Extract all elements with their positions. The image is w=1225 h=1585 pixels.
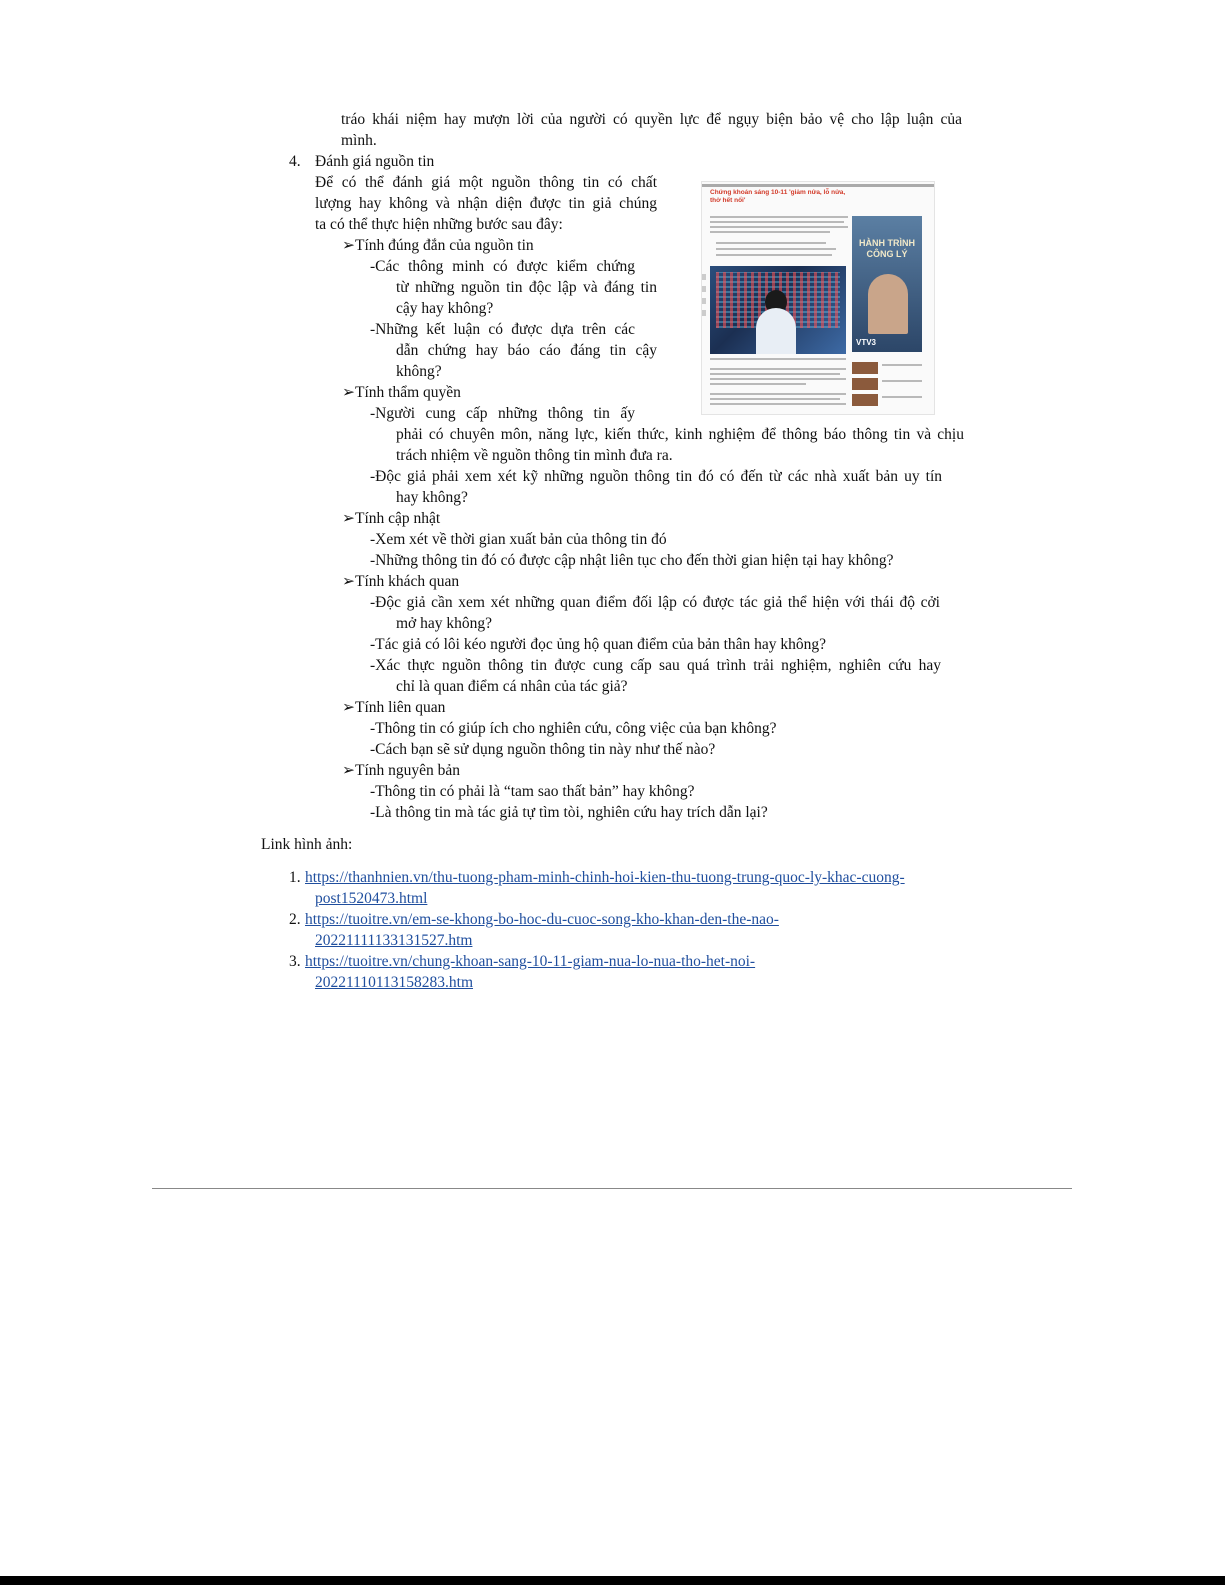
text-line	[882, 364, 922, 366]
text-line	[710, 383, 806, 385]
criterion-heading: ➢Tính khách quan	[342, 573, 460, 590]
link-url[interactable]: 20221110113158283.htm	[315, 974, 474, 991]
text-line	[710, 378, 846, 380]
text-line	[710, 368, 846, 370]
criterion-item: phải có chuyên môn, năng lực, kiến thức, kinh nghiệm để thông báo thông tin và chịu	[396, 426, 964, 443]
news-headline: Chứng khoán sáng 10-11 'giảm nửa, lỗ nửa, thở hết nổi'	[710, 189, 846, 204]
stock-board-photo	[710, 266, 846, 354]
criterion-item: -Độc giả cần xem xét những quan điểm đối lập có được tác giả thể hiện với thái độ cởi	[370, 594, 940, 611]
criterion-item: -Xem xét về thời gian xuất bản của thông tin đó	[370, 531, 667, 548]
criterion-item: cậy hay không?	[396, 300, 494, 317]
criterion-item: hay không?	[396, 489, 468, 506]
intro-line: mình.	[341, 132, 377, 149]
criterion-item: mở hay không?	[396, 615, 493, 632]
criterion-item: -Những thông tin đó có được cập nhật liên tục cho đến thời gian hiện tại hay không?	[370, 552, 894, 569]
text-line	[710, 373, 840, 375]
criterion-item: -Các thông minh có được kiểm chứng	[370, 258, 635, 275]
text-line	[710, 221, 844, 223]
related-thumb	[852, 362, 878, 374]
criterion-item: chỉ là quan điểm cá nhân của tác giả?	[396, 678, 628, 695]
text-line	[710, 398, 840, 400]
text-line	[710, 358, 846, 360]
text-line	[710, 216, 848, 218]
page-bottom-edge	[0, 1576, 1225, 1585]
links-heading: Link hình ảnh:	[261, 836, 353, 853]
criterion-item: trách nhiệm về nguồn thông tin mình đưa ra.	[396, 447, 673, 464]
criterion-item: -Độc giả phải xem xét kỹ những nguồn thông tin đó có đến từ các nhà xuất bản uy tín	[370, 468, 942, 485]
section-title: Đánh giá nguồn tin	[315, 153, 435, 170]
criterion-item: -Là thông tin mà tác giả tự tìm tòi, nghiên cứu hay trích dẫn lại?	[370, 804, 768, 821]
related-thumb	[852, 394, 878, 406]
criterion-item: -Tác giả có lôi kéo người đọc ủng hộ quan điểm của bản thân hay không?	[370, 636, 827, 653]
paragraph-line: Để có thể đánh giá một nguồn thông tin có chất	[315, 174, 657, 191]
criterion-heading: ➢Tính thẩm quyền	[342, 384, 461, 401]
news-screenshot-image	[701, 181, 935, 415]
text-line	[882, 396, 922, 398]
criterion-item: -Cách bạn sẽ sử dụng nguồn thông tin này như thế nào?	[370, 741, 716, 758]
link-url[interactable]: https://thanhnien.vn/thu-tuong-pham-minh-chinh-hoi-kien-thu-tuong-trung-quoc-ly-khac-cuong-	[305, 869, 905, 886]
criterion-heading: ➢Tính nguyên bản	[342, 762, 461, 779]
poster-channel: VTV3	[856, 338, 877, 347]
page-divider	[152, 1188, 1072, 1189]
text-line	[716, 248, 836, 250]
criterion-heading: ➢Tính cập nhật	[342, 510, 441, 527]
text-line	[710, 231, 830, 233]
ad-poster	[852, 216, 922, 352]
criterion-item: dẫn chứng hay báo cáo đáng tin cậy	[396, 342, 657, 359]
paragraph-line: ta có thể thực hiện những bước sau đây:	[315, 216, 563, 233]
text-line	[882, 380, 922, 382]
text-line	[716, 242, 826, 244]
criterion-item: -Thông tin có giúp ích cho nghiên cứu, công việc của bạn không?	[370, 720, 777, 737]
link-url[interactable]: 20221111133131527.htm	[315, 932, 473, 949]
text-line	[710, 226, 848, 228]
text-line	[710, 403, 846, 405]
intro-line: tráo khái niệm hay mượn lời của người có quyền lực để ngụy biện bảo vệ cho lập luận của	[341, 111, 962, 128]
criterion-item: -Xác thực nguồn thông tin được cung cấp sau quá trình trải nghiệm, nghiên cứu hay	[370, 657, 941, 674]
paragraph-line: lượng hay không và nhận diện được tin giả chúng	[315, 195, 657, 212]
poster-title: HÀNH TRÌNH CÔNG LÝ	[859, 238, 915, 259]
section-number: 4.	[289, 153, 301, 170]
criterion-heading: ➢Tính đúng đắn của nguồn tin	[342, 237, 534, 254]
link-url[interactable]: post1520473.html	[315, 890, 428, 907]
site-nav-bar	[702, 184, 934, 187]
criterion-item: -Thông tin có phải là “tam sao thất bản” hay không?	[370, 783, 695, 800]
criterion-item: không?	[396, 363, 442, 380]
criterion-heading: ➢Tính liên quan	[342, 699, 446, 716]
criterion-item: từ những nguồn tin độc lập và đáng tin	[396, 279, 657, 296]
criterion-item: -Những kết luận có được dựa trên các	[370, 321, 635, 338]
link-number: 3.	[289, 953, 301, 970]
related-thumb	[852, 378, 878, 390]
text-line	[716, 254, 832, 256]
link-url[interactable]: https://tuoitre.vn/em-se-khong-bo-hoc-du-cuoc-song-kho-khan-den-the-nao-	[305, 911, 779, 928]
link-url[interactable]: https://tuoitre.vn/chung-khoan-sang-10-11-giam-nua-lo-nua-tho-het-noi-	[305, 953, 756, 970]
text-line	[710, 393, 846, 395]
criterion-item: -Người cung cấp những thông tin ấy	[370, 405, 635, 422]
link-number: 1.	[289, 869, 301, 886]
link-number: 2.	[289, 911, 301, 928]
